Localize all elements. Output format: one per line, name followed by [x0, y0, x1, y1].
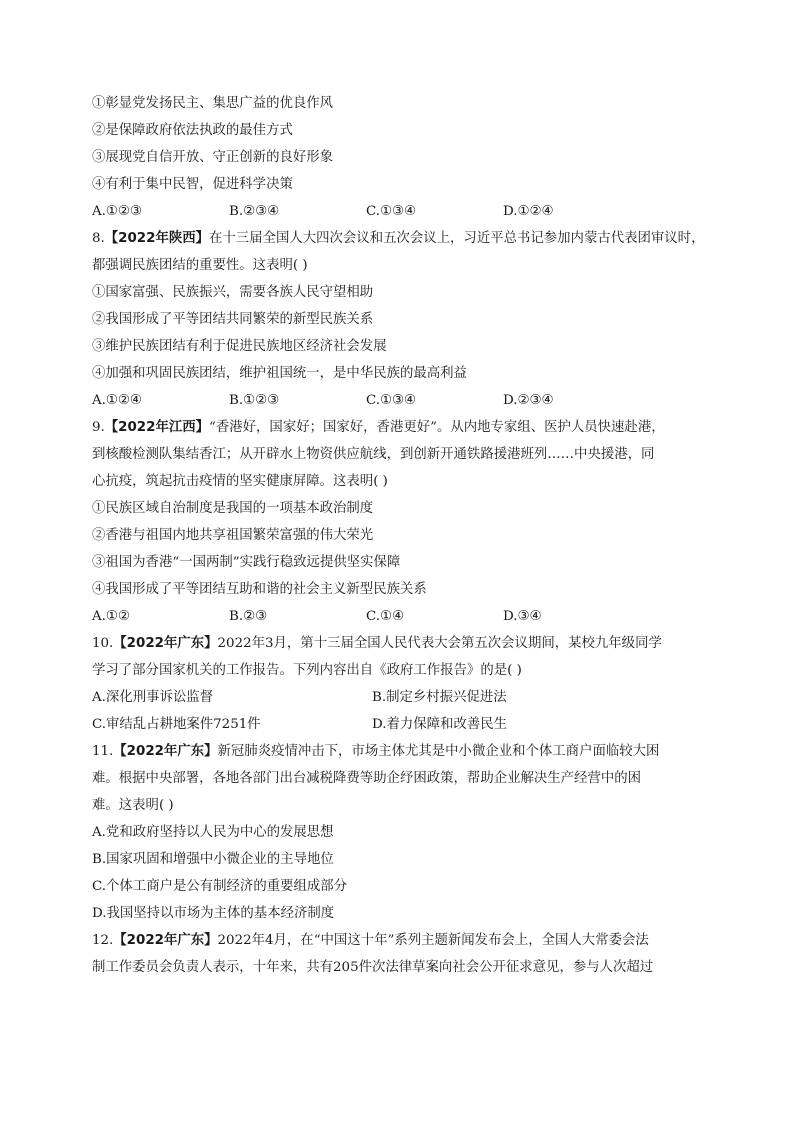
stem-text: 2022年3月，第十三届全国人民代表大会第五次会议期间，某校九年级同学	[217, 636, 662, 651]
option-a[interactable]: A.党和政府坚持以人民为中心的发展思想	[92, 825, 334, 840]
option-c[interactable]: C.①③④	[366, 204, 417, 219]
exam-page	[92, 90, 712, 981]
option-b[interactable]: B.②③④	[229, 204, 280, 219]
option-b[interactable]: B.国家巩固和增强中小微企业的主导地位	[92, 852, 334, 867]
stem-text: “香港好，国家好；国家好，香港更好”。从内地专家组、医护人员快速赴港，	[209, 420, 665, 435]
option-a[interactable]: A.深化刑事诉讼监督	[92, 690, 214, 705]
stem-text: 制工作委员会负责人表示，十年来，共有205件次法律草案向社会公开征求意见，参与人次超过	[92, 960, 654, 975]
statement: ④加强和巩固民族团结，维护祖国统一，是中华民族的最高利益	[92, 366, 467, 381]
stem-text: 新冠肺炎疫情冲击下，市场主体尤其是中小微企业和个体工商户面临较大困	[217, 744, 660, 759]
options-row	[92, 387, 712, 414]
question-stem	[92, 738, 712, 765]
source-tag: 【2022年陕西】	[104, 231, 210, 246]
statement: ②香港与祖国内地共享祖国繁荣富强的伟大荣光	[92, 528, 374, 543]
stem-text: 都强调民族团结的重要性。这表明( )	[92, 258, 308, 273]
option-d[interactable]: D.①②④	[503, 204, 554, 219]
question-stem	[92, 927, 712, 954]
question-12	[92, 927, 712, 981]
question-number: 11.	[92, 744, 114, 759]
option-a[interactable]: A.①②④	[92, 393, 142, 408]
option-c[interactable]: C.审结乱占耕地案件7251件	[92, 717, 261, 732]
option-d[interactable]: D.②③④	[503, 393, 554, 408]
statement: ③维护民族团结有利于促进民族地区经济社会发展	[92, 339, 387, 354]
stem-text: 难。这表明( )	[92, 798, 174, 813]
option-d[interactable]: D.③④	[503, 609, 542, 624]
options-row	[92, 198, 712, 225]
stem-text: 学习了部分国家机关的工作报告。下列内容出自《政府工作报告》的是( )	[92, 663, 522, 678]
option-c[interactable]: C.①③④	[366, 393, 417, 408]
option-b[interactable]: B.②③	[229, 609, 268, 624]
question-number: 10.	[92, 636, 114, 651]
source-tag: 【2022年江西】	[104, 420, 210, 435]
question-11	[92, 738, 712, 927]
option-a[interactable]: A.①②③	[92, 204, 142, 219]
question-stem	[92, 630, 712, 657]
question-stem	[92, 414, 712, 441]
statement: ①彰显党发扬民主、集思广益的优良作风	[92, 96, 334, 111]
question-8	[92, 225, 712, 414]
stem-text: 心抗疫，筑起抗击疫情的坚实健康屏障。这表明( )	[92, 474, 388, 489]
option-c[interactable]: C.①④	[366, 609, 405, 624]
option-b[interactable]: B.①②③	[229, 393, 280, 408]
question-10	[92, 630, 712, 738]
question-number: 9.	[92, 420, 105, 435]
stem-text: 到核酸检测队集结香江；从开辟水上物资供应航线，到创新开通铁路援港班列……中央援港，同	[92, 447, 655, 462]
question-7	[92, 90, 712, 225]
options-row	[92, 603, 712, 630]
options-row	[92, 711, 712, 738]
option-d[interactable]: D.着力保障和改善民生	[372, 717, 508, 732]
question-number: 8.	[92, 231, 105, 246]
statement: ①国家富强、民族振兴，需要各族人民守望相助	[92, 285, 374, 300]
stem-text: 2022年4月，在“中国这十年”系列主题新闻发布会上，全国人大常委会法	[217, 933, 649, 948]
option-d[interactable]: D.我国坚持以市场为主体的基本经济制度	[92, 906, 335, 921]
statement: ①民族区域自治制度是我国的一项基本政治制度	[92, 501, 374, 516]
question-stem	[92, 225, 712, 252]
option-b[interactable]: B.制定乡村振兴促进法	[372, 690, 507, 705]
option-c[interactable]: C.个体工商户是公有制经济的重要组成部分	[92, 879, 348, 894]
source-tag: 【2022年广东】	[113, 636, 218, 651]
statement: ④有利于集中民智，促进科学决策	[92, 177, 293, 192]
options-row	[92, 684, 712, 711]
statement: ②是保障政府依法执政的最佳方式	[92, 123, 293, 138]
stem-text: 在十三届全国人大四次会议和五次会议上，习近平总书记参加内蒙古代表团审议时，	[209, 231, 705, 246]
option-a[interactable]: A.①②	[92, 609, 130, 624]
statement: ③祖国为香港“一国两制”实践行稳致远提供坚实保障	[92, 555, 401, 570]
source-tag: 【2022年广东】	[113, 744, 218, 759]
source-tag: 【2022年广东】	[113, 933, 218, 948]
statement: ③展现党自信开放、守正创新的良好形象	[92, 150, 334, 165]
stem-text: 难。根据中央部署，各地各部门出台减税降费等助企纾困政策，帮助企业解决生产经营中的困	[92, 771, 642, 786]
statement: ②我国形成了平等团结共同繁荣的新型民族关系	[92, 312, 374, 327]
statement: ④我国形成了平等团结互助和谐的社会主义新型民族关系	[92, 582, 427, 597]
question-number: 12.	[92, 933, 114, 948]
question-9	[92, 414, 712, 630]
